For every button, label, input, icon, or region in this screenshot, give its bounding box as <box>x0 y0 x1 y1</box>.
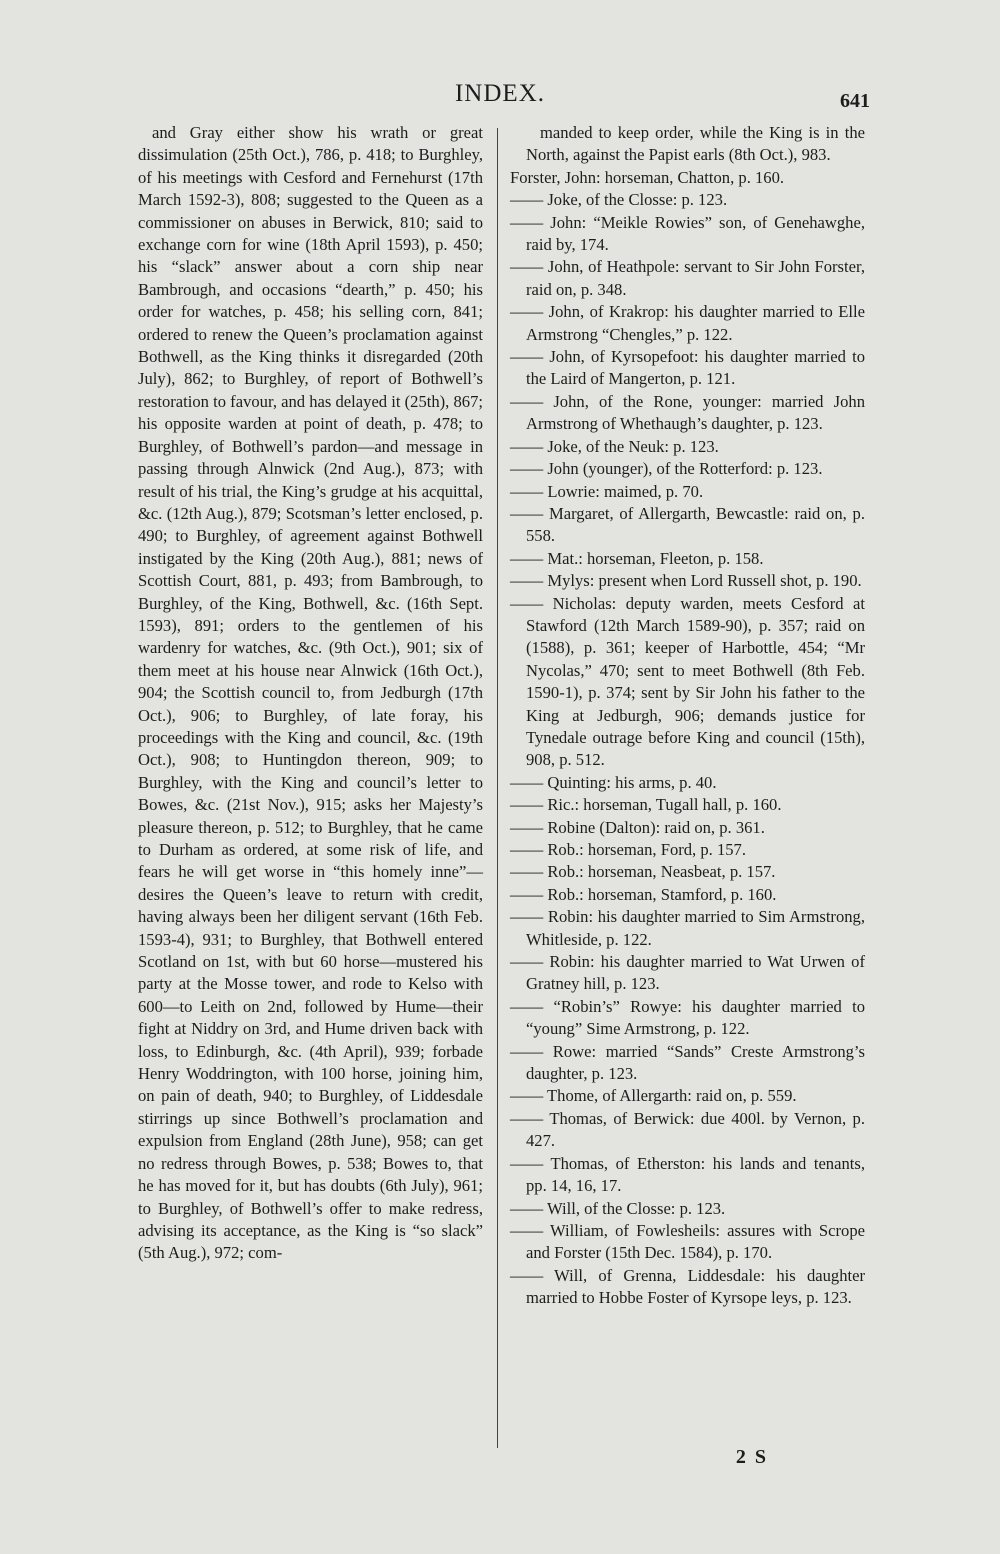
page-number: 641 <box>840 90 870 112</box>
index-entry: —— John (younger), of the Rotterford: p. 123. <box>510 459 823 479</box>
index-entry: —— Robin: his daughter married to Wat Urwen of Gratney hill, p. 123. <box>510 952 865 994</box>
running-title: INDEX. <box>454 80 545 107</box>
index-entry: —— Thomas, of Berwick: due 400l. by Vernon, p. 427. <box>510 1108 865 1151</box>
index-entry: —— John, of the Rone, younger: married John Armstrong of Whethaugh’s daughter, p. 123. <box>510 391 865 434</box>
index-entry: —— Will, of Grenna, Liddesdale: his daughter married to Hobbe Foster of Kyrsope leys, p. 123. <box>510 1265 865 1308</box>
continuation-text: manded to keep order, while the King is in the North, against the Papist earls (8th Oct.), 983. <box>526 123 865 165</box>
index-entry: —— Thomas, of Etherston: his lands and tenants, pp. 14, 16, 17. <box>510 1153 865 1196</box>
index-entry: —— Margaret, of Allergarth, Bewcastle: raid on, p. 558. <box>510 503 865 546</box>
index-entry: —— Mat.: horseman, Fleeton, p. 158. <box>510 548 764 568</box>
index-entry: —— Rowe: married “Sands” Creste Armstrong’s daughter, p. 123. <box>510 1041 865 1084</box>
right-column <box>510 122 865 1310</box>
left-column-text: and Gray either show his wrath or great dissimulation (25th Oct.), 786, p. 418; to Burghley, of his meetings with Cesford and Fernehurst (17th March 1592-3), 808; suggested to the Queen as a commissioner on abuses in Berwick, 810; said to exchange corn for wine (18th April 1593), p. 450; his “slack” answer about a corn ship near Bambrough, and occasions “dearth,” p. 450; his order for watches, p. 458; his selling corn, 841; ordered to renew the Queen’s proclamation against Bothwell, as the King thinks it disregarded (20th July), 862; to Burghley, of report of Bothwell’s restoration to favour, and has delayed it (25th), 867; his opposite warden at point of death, p. 478; to Burghley, of Bothwell’s pardon—and message in passing through Alnwick (2nd Aug.), 873; with result of his trial, the King’s grudge at his acquittal, &c. (12th Aug.), 879; Scotsman’s letter enclosed, p. 490; to Burghley, of agreement against Bothwell instigated by the King (20th Aug.), 881; news of Scottish Court, 881, p. 493; from Bambrough, to Burghley, of the King, Bothwell, &c. (16th Sept. 1593), 891; orders to the gentlemen of his wardenry for watches, &c. (9th Oct.), 901; six of them meet at his house near Alnwick (16th Oct.), 904; the Scottish council to, from Jedburgh (17th Oct.), 906; to Burghley, of late foray, his proceedings with the King and council, &c. (19th Oct.), 908; to Huntingdon thereon, 909; to Burghley, with the King and council’s letter to Bowes, &c. (21st Nov.), 915; asks her Majesty’s pleasure thereon, p. 512; to Burghley, that he came to Durham as ordered, at some risk of life, and fears he will get worse in “this homely inne”—desires the Queen’s leave to return with credit, having always been her diligent servant (16th Feb. 1593-4), 931; to Burghley, that Bothwell entered Scotland on 1st, with but 60 horse—mustered his party at the Mosse tower, and rode to Kelso with 600—to Leith on 2nd, followed by Hume—their fight at Niddry on 3rd, and Hume driven back with loss, to Edinburgh, &c. (4th April), 939; forbade Henry Woddrington, with 100 horse, joining him, on pain of death, 940; to Burghley, of Liddesdale stirrings up since Bothwell’s proclamation and expulsion from England (28th June), 958; can get no redress through Bowes, p. 538; Bowes to, that he has moved for it, but has doubts (6th July), 961; to Burghley, of Bothwell’s offer to make redress, advising its acceptance, as the King is “so slack” (5th Aug.), 972; com- <box>138 123 483 1263</box>
index-entry: —— Robin: his daughter married to Sim Armstrong, Whitleside, p. 122. <box>510 907 865 949</box>
index-entry: —— Will, of the Closse: p. 123. <box>510 1198 726 1218</box>
index-entry: —— Rob.: horseman, Stamford, p. 160. <box>510 884 777 904</box>
index-entry: Forster, John: horseman, Chatton, p. 160. <box>510 167 785 187</box>
index-entry: —— “Robin’s” Rowye: his daughter married to “young” Sime Armstrong, p. 122. <box>510 996 865 1039</box>
index-entry: —— Lowrie: maimed, p. 70. <box>510 481 704 501</box>
index-entry: —— John: “Meikle Rowies” son, of Genehawghe, raid by, 174. <box>510 212 865 255</box>
index-entry: —— Mylys: present when Lord Russell shot, p. 190. <box>510 571 862 591</box>
index-entry: —— Joke, of the Neuk: p. 123. <box>510 436 719 456</box>
index-entry: —— Quinting: his arms, p. 40. <box>510 772 717 792</box>
signature-mark: 2 S <box>735 1446 768 1468</box>
index-entry: —— Ric.: horseman, Tugall hall, p. 160. <box>510 795 782 815</box>
index-entry: —— Rob.: horseman, Ford, p. 157. <box>510 840 746 859</box>
index-entry: —— John, of Heathpole: servant to Sir John Forster, raid on, p. 348. <box>510 257 865 299</box>
index-entry: —— Robine (Dalton): raid on, p. 361. <box>510 817 765 837</box>
left-column <box>138 122 483 1265</box>
index-entry: —— Nicholas: deputy warden, meets Cesford at Stawford (12th March 1589-90), p. 357; raid on (1588), p. 361; keeper of Harbottle, 454; “Mr Nycolas,” 470; sent to meet Bothwell (8th Feb. 1590-1), p. 374; sent by Sir John his father to the King at Jedburgh, 906; demands justice for Tynedale outrage before King and council (15th), 908, p. 512. <box>510 593 865 770</box>
index-entry: —— William, of Fowlesheils: assures with Scrope and Forster (15th Dec. 1584), p. 170. <box>510 1220 865 1263</box>
index-entry: —— Thome, of Allergarth: raid on, p. 559. <box>510 1086 797 1106</box>
index-entry: —— John, of Kyrsopefoot: his daughter married to the Laird of Mangerton, p. 121. <box>510 347 865 389</box>
index-entry: —— John, of Krakrop: his daughter married to Elle Armstrong “Chengles,” p. 122. <box>510 302 865 344</box>
index-entry: —— Joke, of the Closse: p. 123. <box>510 190 728 210</box>
column-divider <box>497 128 498 1448</box>
index-entry: —— Rob.: horseman, Neasbeat, p. 157. <box>510 862 776 882</box>
